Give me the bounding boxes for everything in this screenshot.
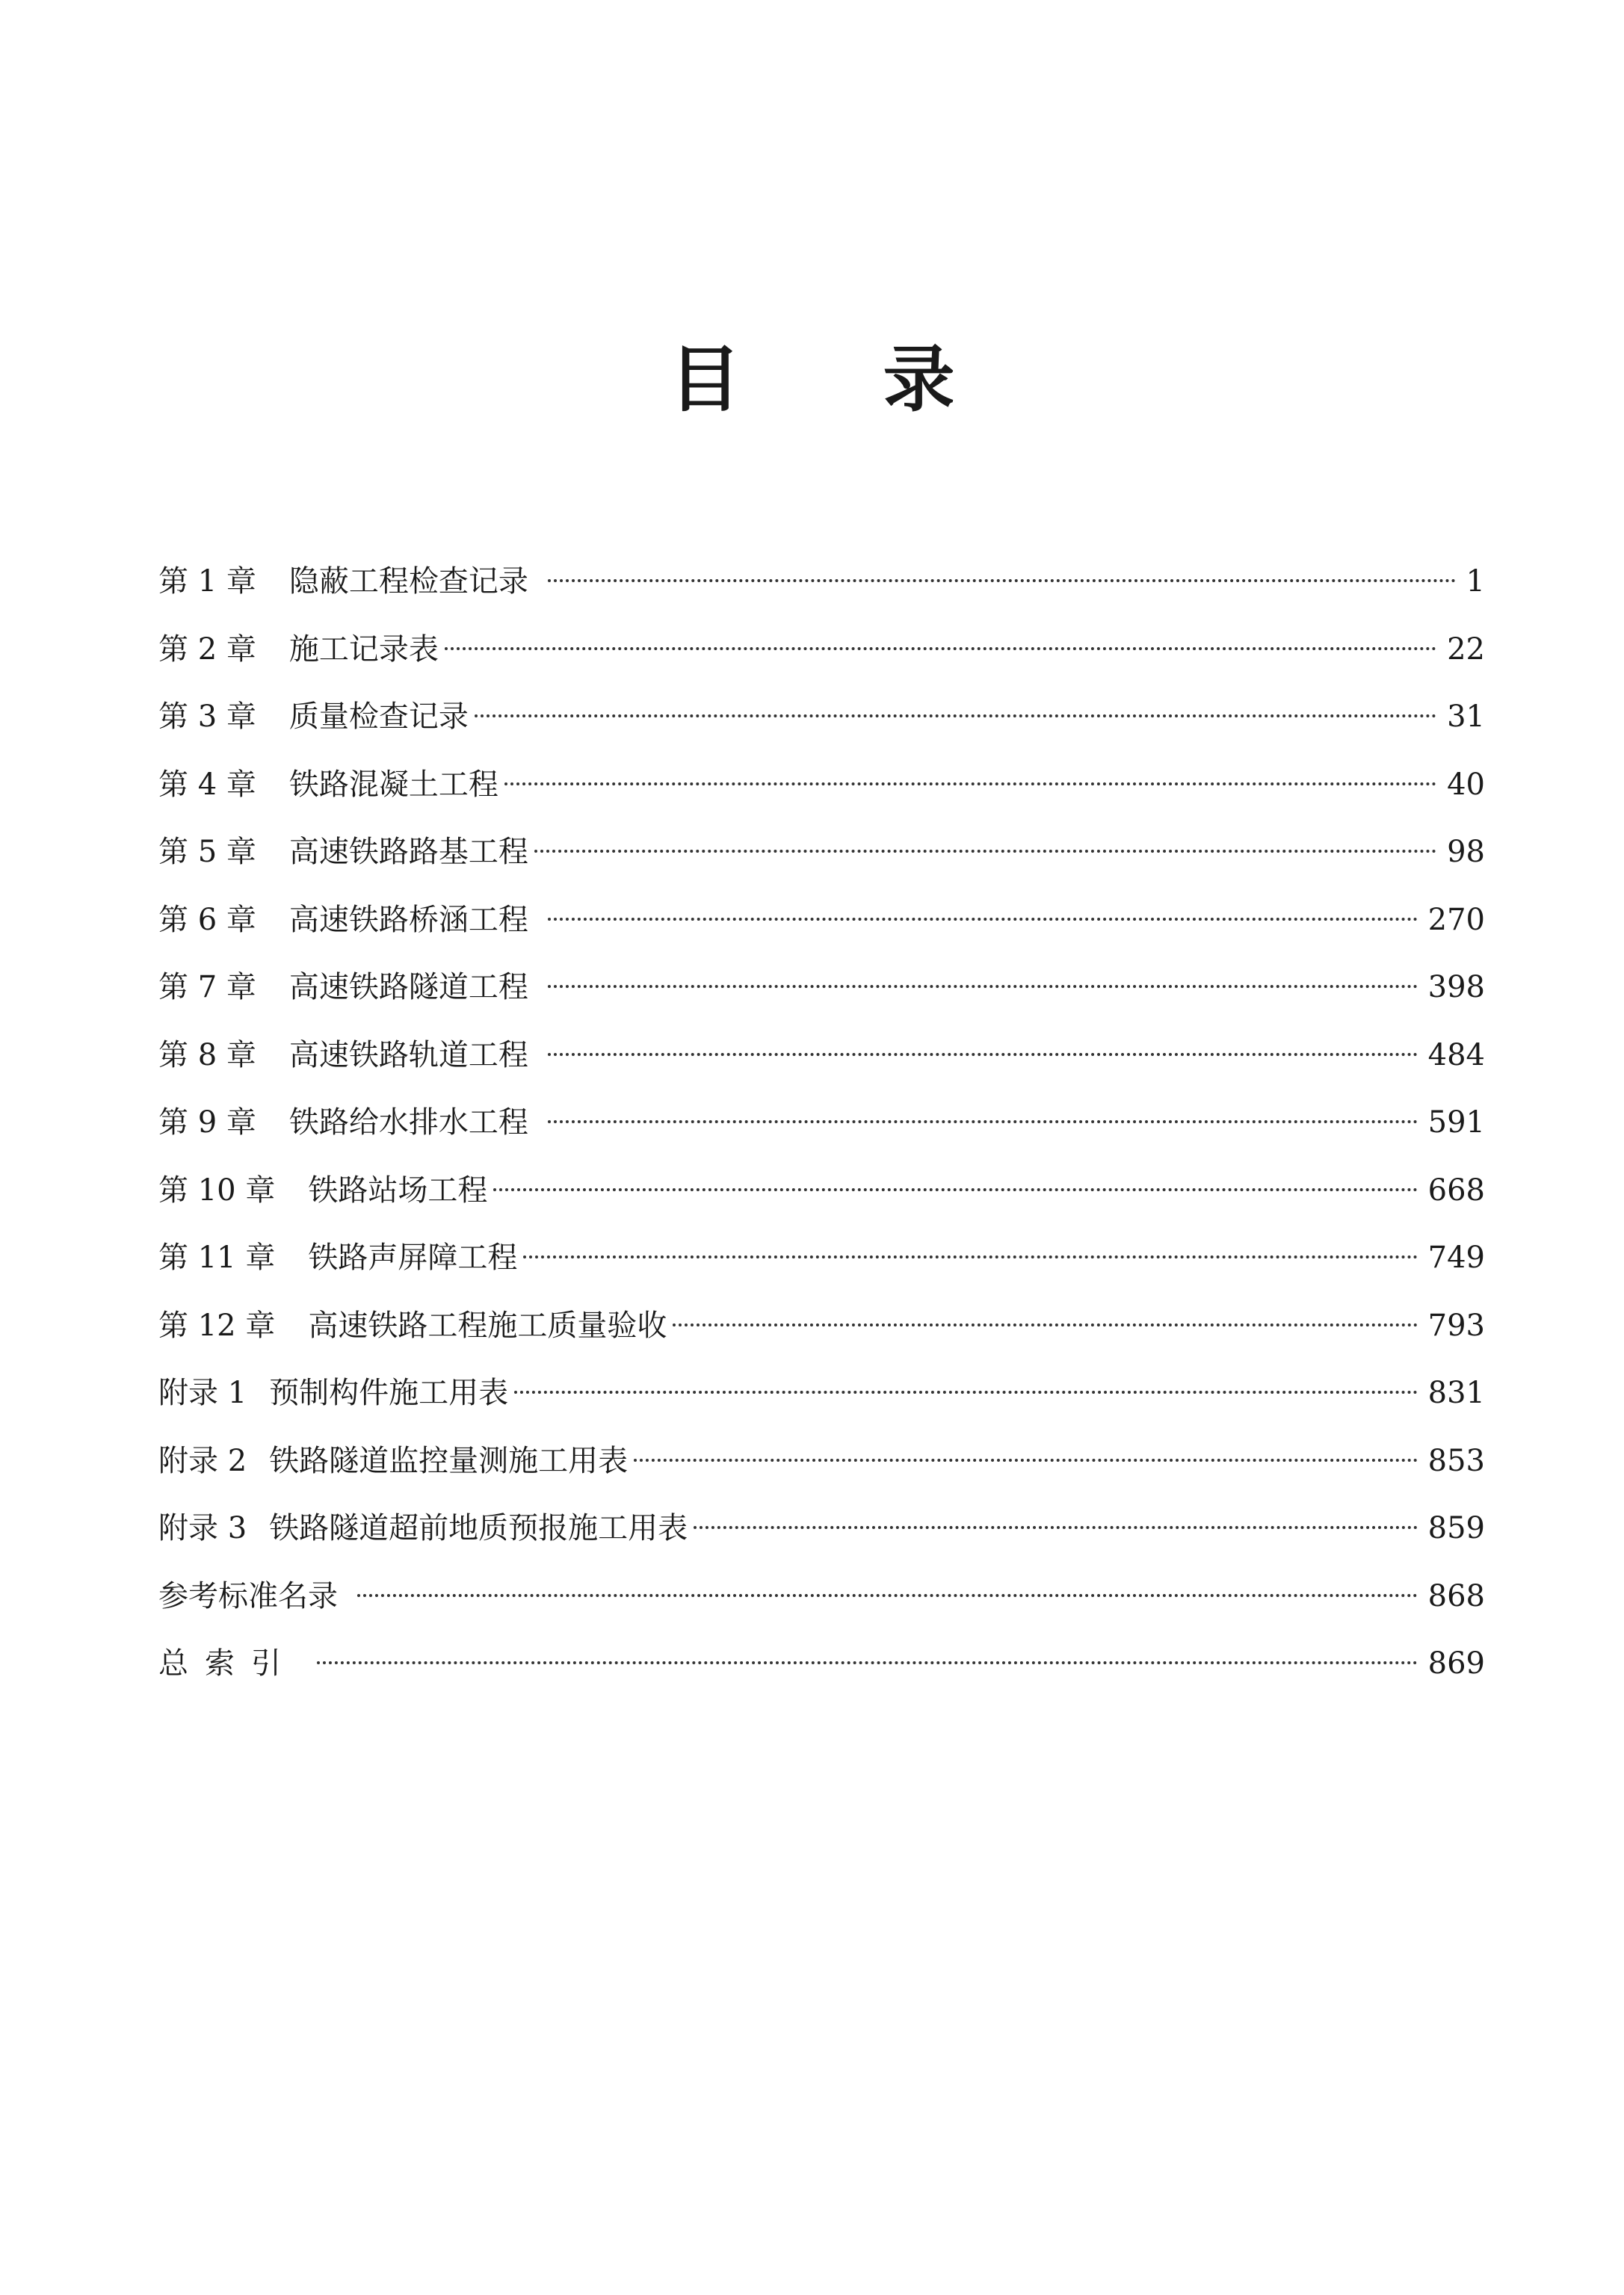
toc-number: 第 4 章 <box>158 767 256 802</box>
toc-entry-chapter-9[interactable] <box>158 1096 1485 1164</box>
toc-page-number: 868 <box>1427 1578 1485 1613</box>
page-title <box>0 335 1624 424</box>
toc-number: 第 12 章 <box>158 1308 276 1343</box>
dot-leader <box>514 1391 1417 1394</box>
dot-leader <box>534 850 1436 853</box>
toc-entry-appendix-2[interactable] <box>158 1434 1485 1502</box>
toc-title: 高速铁路工程施工质量验收 <box>308 1308 667 1343</box>
toc-entry-chapter-10[interactable] <box>158 1164 1485 1232</box>
toc-title: 参考标准名录 <box>158 1578 338 1613</box>
dot-leader <box>493 1188 1417 1191</box>
toc-entry-chapter-12[interactable] <box>158 1299 1485 1367</box>
toc-page-number: 484 <box>1427 1037 1485 1072</box>
toc-number: 第 1 章 <box>158 564 256 599</box>
toc-title: 高速铁路路基工程 <box>288 835 528 869</box>
toc-number: 第 2 章 <box>158 631 256 667</box>
table-of-contents <box>158 555 1485 1705</box>
dot-leader <box>548 1053 1418 1056</box>
toc-entry-appendix-1[interactable] <box>158 1366 1485 1434</box>
toc-page-number: 22 <box>1447 631 1485 667</box>
toc-number: 第 3 章 <box>158 699 256 734</box>
toc-page-number: 398 <box>1427 970 1485 1004</box>
toc-page-number: 1 <box>1466 564 1485 599</box>
dot-leader <box>317 1661 1418 1664</box>
toc-title: 预制构件施工用表 <box>269 1376 509 1410</box>
toc-number: 第 6 章 <box>158 902 256 937</box>
toc-title: 铁路隧道监控量测施工用表 <box>269 1443 629 1478</box>
toc-page-number: 853 <box>1427 1443 1485 1478</box>
toc-title: 高速铁路桥涵工程 <box>288 902 528 937</box>
toc-number: 第 5 章 <box>158 835 256 869</box>
toc-entry-index[interactable] <box>158 1637 1485 1705</box>
dot-leader <box>548 985 1418 988</box>
toc-title: 质量检查记录 <box>288 699 469 734</box>
toc-entry-chapter-4[interactable] <box>158 758 1485 826</box>
toc-number: 附录 1 <box>158 1376 247 1410</box>
dot-leader <box>475 714 1436 717</box>
dot-leader <box>504 782 1436 785</box>
toc-entry-chapter-1[interactable] <box>158 555 1485 623</box>
toc-title: 铁路隧道超前地质预报施工用表 <box>269 1511 688 1545</box>
toc-entry-chapter-2[interactable] <box>158 623 1485 691</box>
toc-title: 总索引 <box>158 1646 297 1681</box>
toc-number: 第 11 章 <box>158 1241 276 1275</box>
toc-page-number: 793 <box>1427 1308 1485 1343</box>
toc-entry-chapter-8[interactable] <box>158 1028 1485 1096</box>
toc-title: 高速铁路隧道工程 <box>288 970 528 1004</box>
toc-page-number: 869 <box>1427 1646 1485 1681</box>
toc-page-number: 859 <box>1427 1511 1485 1545</box>
toc-title: 施工记录表 <box>288 631 439 667</box>
dot-leader <box>548 918 1418 921</box>
toc-number: 第 9 章 <box>158 1105 256 1140</box>
toc-entry-chapter-6[interactable] <box>158 893 1485 961</box>
toc-title: 铁路声屏障工程 <box>308 1241 518 1275</box>
dot-leader <box>523 1255 1417 1258</box>
toc-page-number: 40 <box>1447 767 1485 802</box>
toc-entry-references[interactable] <box>158 1569 1485 1637</box>
toc-entry-chapter-7[interactable] <box>158 960 1485 1028</box>
toc-entry-chapter-5[interactable] <box>158 825 1485 893</box>
toc-number: 第 8 章 <box>158 1037 256 1072</box>
toc-entry-appendix-3[interactable] <box>158 1501 1485 1569</box>
toc-number: 附录 2 <box>158 1443 247 1478</box>
toc-title: 铁路给水排水工程 <box>288 1105 528 1140</box>
toc-page-number: 270 <box>1427 902 1485 937</box>
toc-page-number: 831 <box>1427 1376 1485 1410</box>
toc-title: 隐蔽工程检查记录 <box>288 564 528 599</box>
toc-page-number: 31 <box>1447 699 1485 734</box>
toc-page-number: 98 <box>1447 835 1485 869</box>
toc-title: 铁路混凝土工程 <box>288 767 498 802</box>
dot-leader <box>445 647 1436 650</box>
toc-page-number: 749 <box>1427 1241 1485 1275</box>
dot-leader <box>694 1526 1417 1529</box>
toc-title: 高速铁路轨道工程 <box>288 1037 528 1072</box>
dot-leader <box>548 1120 1418 1123</box>
dot-leader <box>357 1594 1418 1597</box>
toc-number: 第 7 章 <box>158 970 256 1004</box>
toc-number: 第 10 章 <box>158 1173 276 1208</box>
toc-page-number: 668 <box>1427 1173 1485 1208</box>
dot-leader <box>548 579 1456 582</box>
toc-title: 铁路站场工程 <box>308 1173 488 1208</box>
dot-leader <box>634 1459 1417 1462</box>
toc-entry-chapter-3[interactable] <box>158 690 1485 758</box>
toc-page-number: 591 <box>1427 1105 1485 1140</box>
toc-entry-chapter-11[interactable] <box>158 1231 1485 1299</box>
dot-leader <box>673 1323 1417 1326</box>
title-char-1: 目 <box>669 338 741 421</box>
title-char-2: 录 <box>883 338 955 421</box>
toc-number: 附录 3 <box>158 1511 247 1545</box>
